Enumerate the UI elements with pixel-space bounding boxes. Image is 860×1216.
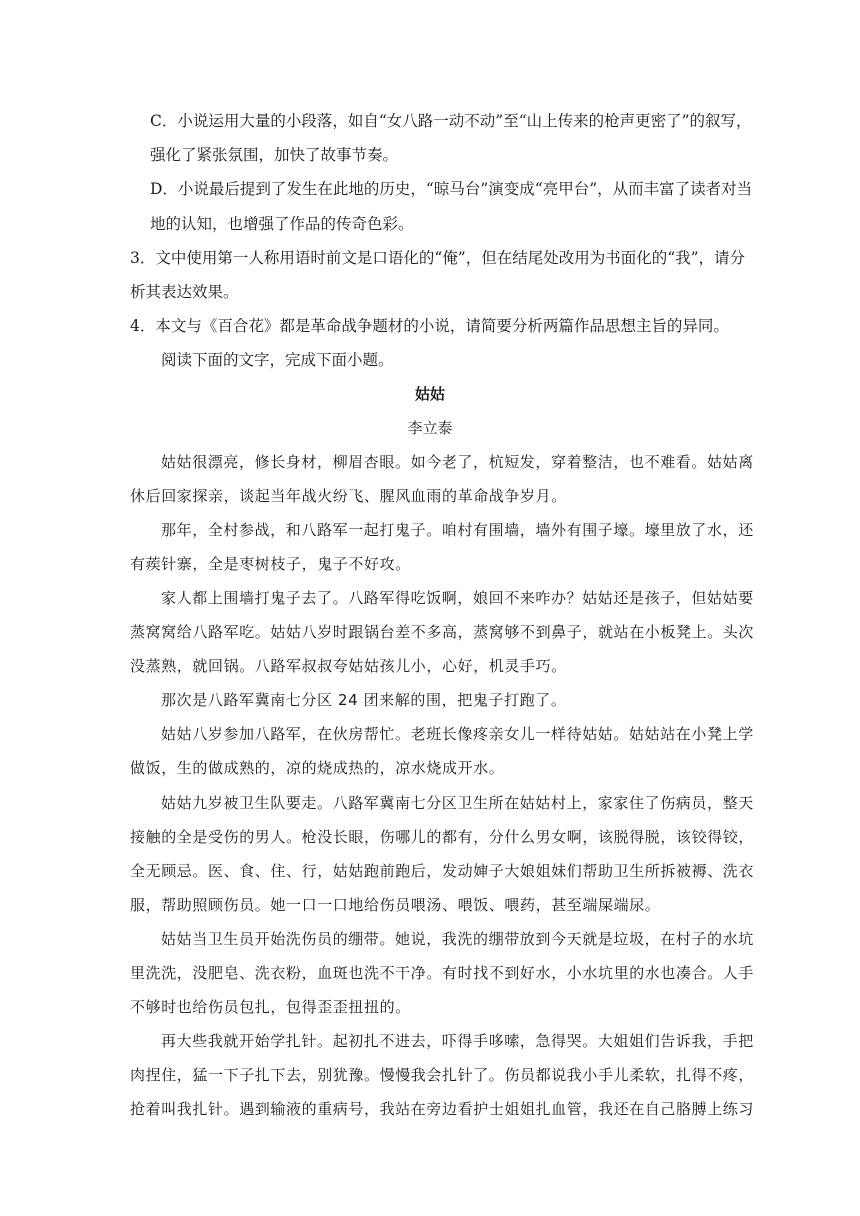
article-line: 姑姑八岁参加八路军，在伙房帮忙。老班长像疼亲女儿一样待姑姑。姑姑站在小凳上学 (161, 725, 754, 743)
article-line: 做饭，生的做成熟的，凉的烧成热的，凉水烧成开水。 (130, 759, 505, 777)
article-line: 蒸窝窝给八路军吃。姑姑八岁时跟锅台差不多高，蒸窝够不到鼻子，就站在小板凳上。头次 (130, 623, 755, 641)
option-c-line-2: 强化了紧张氛围，加快了故事节奏。 (150, 146, 399, 164)
reading-instruction: 阅读下面的文字，完成下面小题。 (161, 351, 394, 369)
article-line: 全无顾忌。医、食、住、行，姑姑跑前跑后，发动婶子大娘姐妹们帮助卫生所拆被褥、洗衣 (130, 862, 755, 880)
article-line: 姑姑很漂亮，修长身材，柳眉杏眼。如今老了，杭短发，穿着整洁，也不难看。姑姑离 (161, 453, 754, 471)
article-line: 再大些我就开始学扎针。起初扎不进去，吓得手哆嗦，急得哭。大姐姐们告诉我，手把 (161, 1032, 754, 1050)
article-line: 里洗洗，没肥皂、洗衣粉，血斑也洗不干净。有时找不到好水，小水坑里的水也凑合。人手 (130, 964, 755, 982)
article-line: 抢着叫我扎针。遇到输液的重病号，我站在旁边看护士姐姐扎血管，我还在自己胳膊上练习 (130, 1100, 755, 1118)
article-line: 接触的全是受伤的男人。枪没长眼，伤哪儿的都有，分什么男女啊，该脱得脱，该铰得铰， (130, 828, 755, 846)
option-d-line-2: 地的认知，也增强了作品的传奇色彩。 (150, 215, 414, 233)
article-line: 姑姑当卫生员开始洗伤员的绷带。她说，我洗的绷带放到今天就是垃圾，在村子的水坑 (161, 930, 754, 948)
article-line: 休后回家探亲，谈起当年战火纷飞、腥风血雨的革命战争岁月。 (130, 487, 567, 505)
question-4: 4．本文与《百合花》都是革命战争题材的小说，请简要分析两篇作品思想主旨的异同。 (130, 317, 729, 335)
article-title: 姑姑 (414, 385, 445, 403)
question-3-line-1: 3．文中使用第一人称用语时前文是口语化的“俺”，但在结尾处改用为书面化的“我”，请分 (130, 249, 746, 267)
article-line: 那年，全村参战，和八路军一起打鬼子。咱村有围墙，墙外有围子壕。壕里放了水，还 (161, 521, 754, 539)
option-d-line-1: D．小说最后提到了发生在此地的历史，“晾马台”演变成“亮甲台”，从而丰富了读者对当 (150, 180, 753, 198)
article-line: 姑姑九岁被卫生队要走。八路军冀南七分区卫生所在姑姑村上，家家住了伤病员，整天 (161, 794, 754, 812)
article-line: 服，帮助照顾伤员。她一口一口地给伤员喂汤、喂饭、喂药，甚至端屎端尿。 (130, 896, 661, 914)
article-line: 不够时也给伤员包扎，包得歪歪扭扭的。 (130, 998, 411, 1016)
article-line: 那次是八路军冀南七分区 24 团来解的围，把鬼子打跑了。 (161, 691, 567, 709)
article-line: 肉捏住，猛一下子扎下去，别犹豫。慢慢我会扎针了。伤员都说我小手儿柔软，扎得不疼， (130, 1066, 755, 1084)
option-c-line-1: C．小说运用大量的小段落，如自“女八路一动不动”至“山上传来的枪声更密了”的叙写， (150, 112, 752, 130)
article-line: 家人都上围墙打鬼子去了。八路军得吃饭啊，娘回不来咋办？姑姑还是孩子，但姑姑要 (161, 589, 754, 607)
article-line: 有蒺针寨，全是枣树枝子，鬼子不好攻。 (130, 555, 411, 573)
question-3-line-2: 析其表达效果。 (130, 283, 239, 301)
article-author: 李立泰 (407, 419, 453, 437)
article-line: 没蒸熟，就回锅。八路军叔叔夸姑姑孩儿小，心好，机灵手巧。 (130, 657, 567, 675)
